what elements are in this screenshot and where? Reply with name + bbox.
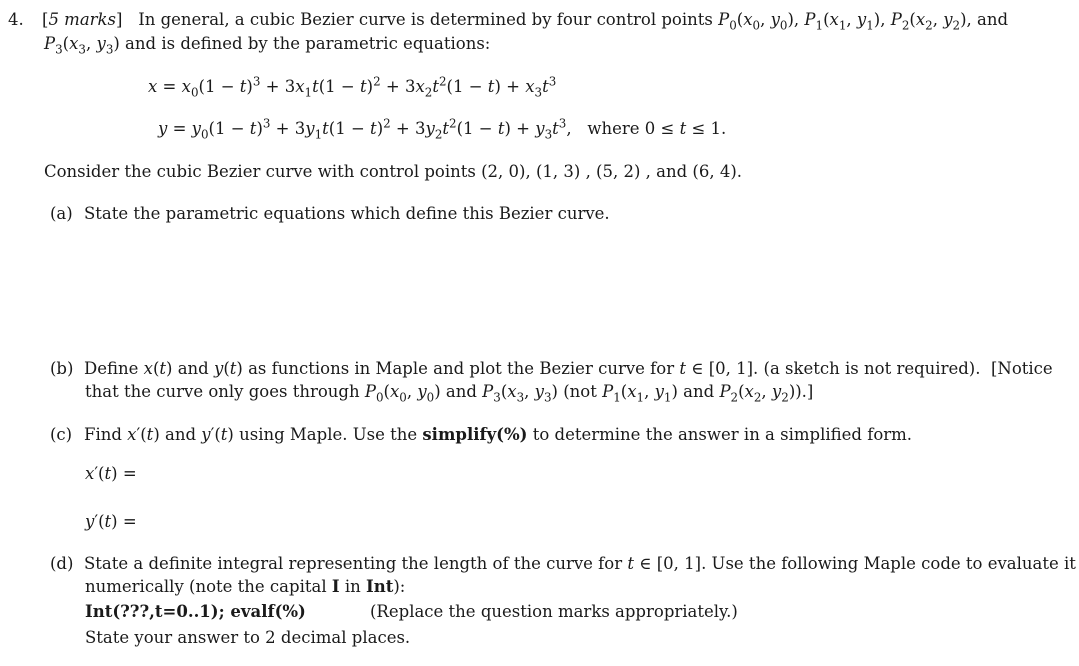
question-number: 4. — [8, 10, 24, 29]
maple-code-note: (Replace the question marks appropriately.) — [370, 602, 738, 621]
part-d-line4: State your answer to 2 decimal places. — [85, 628, 411, 647]
maple-code: Int(???,t=0..1); evalf(%) — [85, 602, 306, 621]
question-intro-line2: $P_3(x_3$, $y_3$) and is defined by the parametric equations: — [44, 34, 491, 57]
x-prime-answer: x′(t) = — [85, 464, 137, 483]
consider-statement: Consider the cubic Bezier curve with control points (2, 0), (1, 3) , (5, 2) , and (6, 4). — [44, 162, 743, 181]
part-b-line2: that the curve only goes through $P_0(x_0$, $y_0$) and $P_3(x_3$, $y_3$) (not $P_1(x_1$, $y_1$) and $P_2(x_2$, $y_2$)).] — [85, 382, 814, 405]
part-a-label: (a) — [50, 204, 73, 223]
y-prime-answer: y′(t) = — [85, 512, 137, 531]
equation-y: $y = y_0(1 - t)^3 + 3y_1t(1 - t)^2 + 3y_2t^2(1 - t) + y_3t^3$, where 0 ≤ t ≤ 1. — [158, 116, 727, 142]
part-d-line2: numerically (note the capital I in Int): — [85, 577, 406, 596]
part-d-line1: (d) State a definite integral representing the length of the curve for t ∈ [0, 1]. Use the following Maple code to evaluate it — [50, 554, 1076, 573]
simplify-command: simplify(%) — [422, 425, 528, 444]
equation-x: $x = x_0(1 - t)^3 + 3x_1t(1 - t)^2 + 3x_2t^2(1 - t) + x_3t^3$ — [148, 74, 557, 100]
question-intro-line1: [5 marks] In general, a cubic Bezier curve is determined by four control points $P_0(x_0$, $y_0$), $P_1(x_1$, $y_1$), $P_2(x_2$, $y_2$), and — [42, 10, 1009, 33]
part-a — [50, 204, 610, 223]
part-c: (c) Find x′(t) and y′(t) using Maple. Use the simplify(%) to determine the answer in a simplified form. — [50, 425, 913, 444]
part-b-line1: (b) Define x(t) and y(t) as functions in Maple and plot the Bezier curve for t ∈ [0, 1]. (a sketch is not required). [Notice — [50, 359, 1053, 378]
part-a-text: State the parametric equations which define this Bezier curve. — [84, 204, 610, 223]
